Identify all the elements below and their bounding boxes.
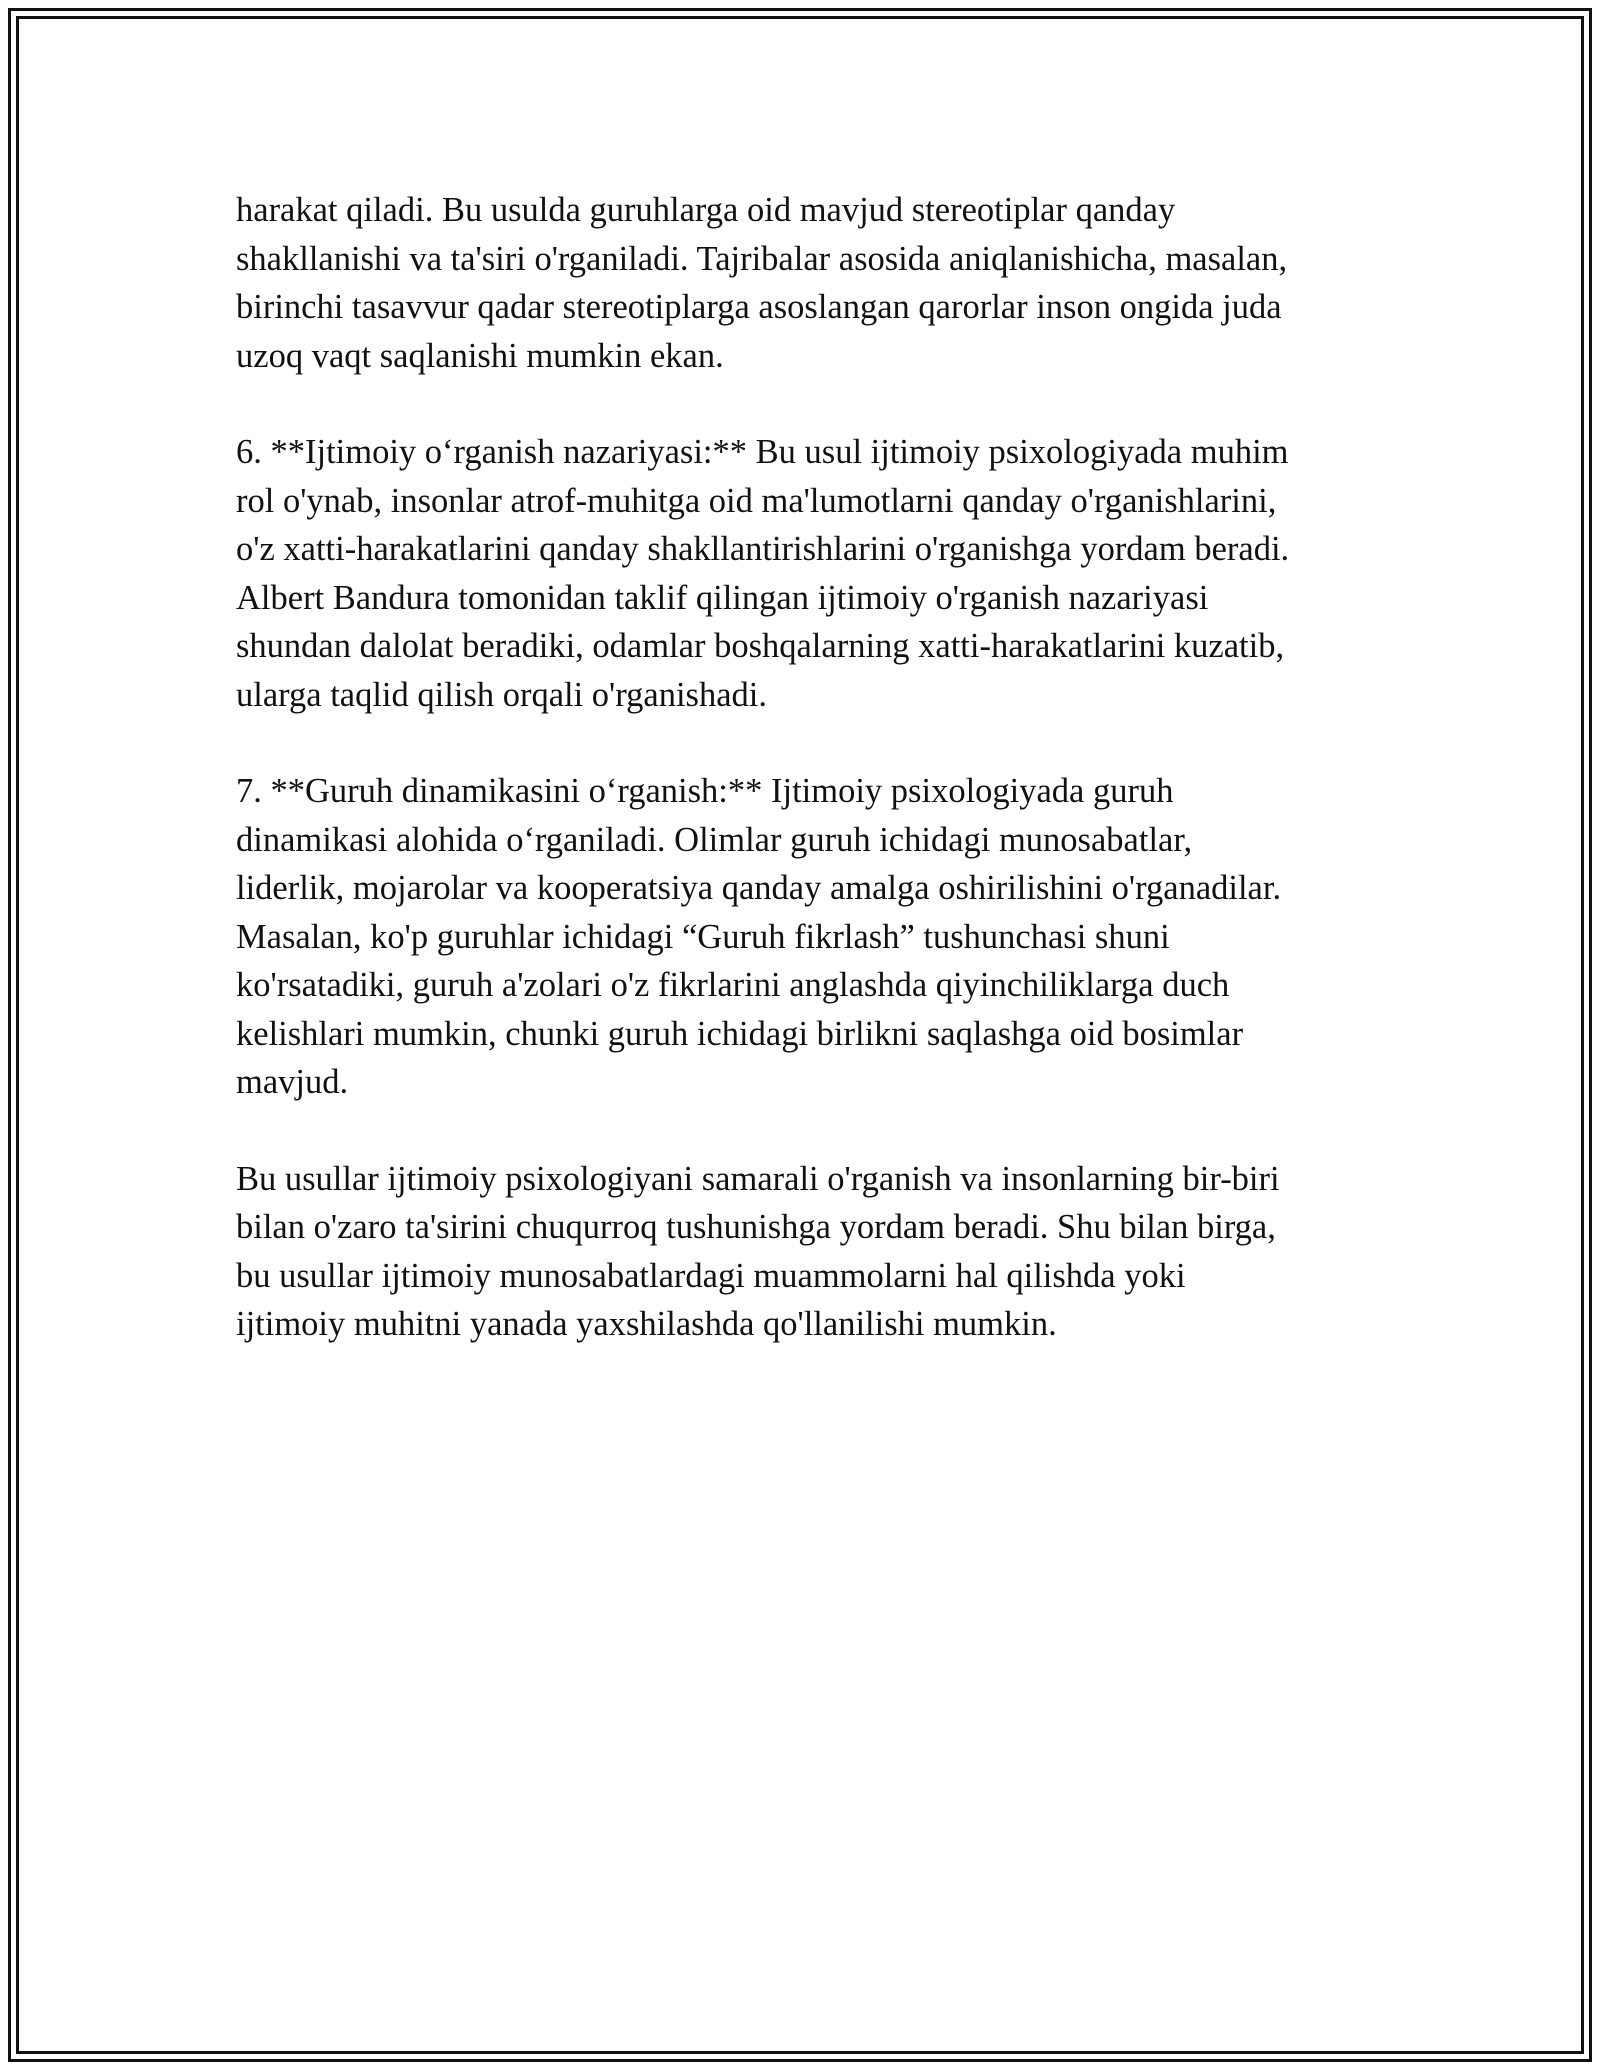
paragraph-stereotypes xyxy=(236,186,1366,380)
text-line: liderlik, mojarolar va kooperatsiya qanday amalga oshirilishini o'rganadilar. xyxy=(236,869,1282,907)
text-line: Masalan, ko'p guruhlar ichidagi “Guruh fikrlash” tushunchasi shuni xyxy=(236,917,1170,956)
text-line: bu usullar ijtimoiy munosabatlardagi muammolarni hal qilishda yoki xyxy=(236,1256,1186,1295)
paragraph-social-learning-theory xyxy=(236,428,1366,719)
text-line: birinchi tasavvur qadar stereotiplarga asoslangan qarorlar inson ongida juda xyxy=(236,288,1282,326)
document-body xyxy=(236,186,1366,1397)
text-line: Albert Bandura tomonidan taklif qilingan ijtimoiy o'rganish nazariyasi xyxy=(236,578,1209,617)
text-line: shundan dalolat beradiki, odamlar boshqalarning xatti-harakatlarini kuzatib, xyxy=(236,627,1285,665)
text-line: ularga taqlid qilish orqali o'rganishadi. xyxy=(236,675,767,714)
text-line: o'z xatti-harakatlarini qanday shakllantirishlarini o'rganishga yordam beradi. xyxy=(236,530,1290,568)
text-line: bilan o'zaro ta'sirini chuqurroq tushunishga yordam beradi. Shu bilan birga, xyxy=(236,1208,1276,1246)
text-line: shakllanishi va ta'siri o'rganiladi. Tajribalar asosida aniqlanishicha, masalan, xyxy=(236,239,1288,278)
text-line: dinamikasi alohida o‘rganiladi. Olimlar guruh ichidagi munosabatlar, xyxy=(236,820,1193,859)
paragraph-conclusion xyxy=(236,1155,1366,1349)
text-line: Bu usullar ijtimoiy psixologiyani samarali o'rganish va insonlarning bir-biri xyxy=(236,1159,1280,1198)
text-line: rol o'ynab, insonlar atrof-muhitga oid ma'lumotlarni qanday o'rganishlarini, xyxy=(236,481,1277,520)
text-line: kelishlari mumkin, chunki guruh ichidagi birlikni saqlashga oid bosimlar xyxy=(236,1014,1244,1053)
text-line: mavjud. xyxy=(236,1063,349,1101)
text-line: uzoq vaqt saqlanishi mumkin ekan. xyxy=(236,336,724,375)
text-line: ko'rsatadiki, guruh a'zolari o'z fikrlarini anglashda qiyinchiliklarga duch xyxy=(236,966,1230,1004)
text-line: harakat qiladi. Bu usulda guruhlarga oid mavjud stereotiplar qanday xyxy=(236,191,1176,229)
text-line: 7. **Guruh dinamikasini o‘rganish:** Ijtimoiy psixologiyada guruh xyxy=(236,772,1174,810)
paragraph-group-dynamics xyxy=(236,767,1366,1107)
text-line: 6. **Ijtimoiy o‘rganish nazariyasi:** Bu usul ijtimoiy psixologiyada muhim xyxy=(236,433,1289,471)
text-line: ijtimoiy muhitni yanada yaxshilashda qo'llanilishi mumkin. xyxy=(236,1305,1057,1343)
